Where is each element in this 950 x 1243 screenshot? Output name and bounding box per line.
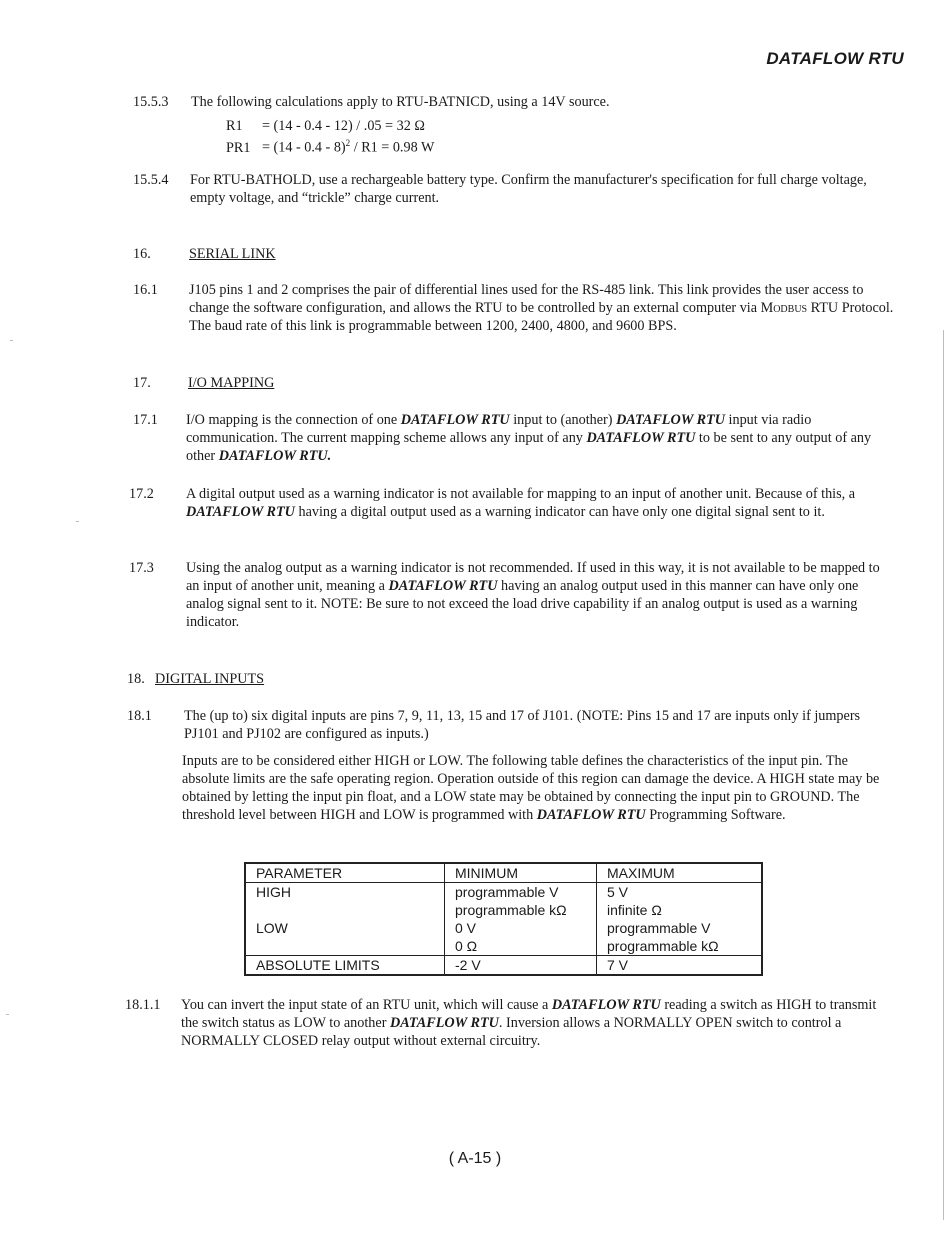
table-header-cell: MINIMUM <box>445 863 597 883</box>
table-header-cell: MAXIMUM <box>597 863 763 883</box>
table-cell: programmable kΩ <box>597 937 763 956</box>
table-row <box>245 883 762 902</box>
page-header-title: DATAFLOW RTU <box>766 49 904 68</box>
section-text: The (up to) six digital inputs are pins 7, 9, 11, 13, 15 and 17 of J101. (NOTE: Pins 15 and 17 are inputs only if jumpers PJ101 and PJ102 are configured as inputs.) <box>184 708 861 742</box>
table-cell: infinite Ω <box>597 901 763 919</box>
section-text <box>186 485 892 521</box>
section-title: I/O MAPPING <box>188 375 275 391</box>
equation-exponent: 2 <box>345 138 351 148</box>
table-row <box>245 956 762 976</box>
text-run: having a digital output used as a warning indicator can have only one digital signal sent to it. <box>294 504 825 520</box>
table-cell: programmable V <box>597 919 763 937</box>
section-number: 17.1 <box>133 412 158 428</box>
section-number: 17. <box>133 375 151 391</box>
digital-input-characteristics-table <box>244 862 763 976</box>
table-cell: programmable V <box>445 883 597 902</box>
brand-name: DATAFLOW RTU <box>536 807 646 823</box>
equation-lhs: R1 <box>226 118 243 134</box>
brand-name: DATAFLOW RTU <box>388 578 498 594</box>
page-number: ( A-15 ) <box>448 1150 502 1167</box>
section-title: SERIAL LINK <box>189 246 276 262</box>
section-text <box>189 281 895 335</box>
section-number: 18.1 <box>127 708 152 724</box>
brand-name: DATAFLOW RTU <box>551 997 661 1013</box>
table-cell: -2 V <box>445 956 597 976</box>
text-run: input to (another) <box>509 412 617 428</box>
brand-name: DATAFLOW RTU <box>186 504 295 520</box>
table-header-cell: PARAMETER <box>245 863 445 883</box>
text-run: A digital output used as a warning indicator is not available for mapping to an input of another unit. Because of this, a <box>186 486 856 502</box>
equation-pr1 <box>226 134 434 157</box>
section-number: 17.2 <box>129 486 154 502</box>
text-run: . Inversion allows a NORMALLY OPEN switch to control a NORMALLY CLOSED relay output without external circuitry. <box>181 1015 842 1049</box>
table-cell: ABSOLUTE LIMITS <box>245 956 445 976</box>
text-run: having an analog output used in this manner can have only one analog signal sent to it. NOTE: Be sure to not exceed the load drive capability if an analog output is used as a warning indicator. <box>186 578 859 630</box>
text-run: Inputs are to be considered either HIGH or LOW. The following table defines the characteristics of the input pin. The absolute limits are the safe operating region. Operation outside of this region can damage the device. A HIGH state may be obtained by letting the input pin float, and a LOW state may be obtained by connecting the input pin to GROUND. The threshold level between HIGH and LOW is programmed with <box>182 753 880 823</box>
scan-speck <box>76 521 79 522</box>
table-row <box>245 901 762 919</box>
table-cell: 7 V <box>597 956 763 976</box>
table-cell <box>245 901 445 919</box>
scan-speck <box>10 340 13 341</box>
section-number: 16.1 <box>133 282 158 298</box>
section-text: For RTU-BATHOLD, use a rechargeable battery type. Confirm the manufacturer's specification for full charge voltage, empty voltage, and “trickle” charge current. <box>190 172 867 206</box>
scan-edge-line <box>943 330 944 1220</box>
brand-name: DATAFLOW RTU. <box>218 448 332 464</box>
text-run: reading a switch as HIGH to transmit the switch status as LOW to another <box>181 997 877 1031</box>
table-row <box>245 937 762 956</box>
section-number: 17.3 <box>129 560 154 576</box>
text-run: You can invert the input state of an RTU unit, which will cause a <box>181 997 552 1013</box>
section-number: 18. <box>127 671 145 687</box>
text-run: to be sent to any output of any other <box>186 430 872 464</box>
section-text-2 <box>182 752 888 824</box>
table-cell: LOW <box>245 919 445 937</box>
table-cell: programmable kΩ <box>445 901 597 919</box>
brand-name: DATAFLOW RTU <box>586 430 696 446</box>
section-text <box>186 559 892 631</box>
table-cell <box>245 937 445 956</box>
text-run: Programming Software. <box>645 807 786 823</box>
section-text <box>186 411 892 465</box>
text-run: Using the analog output as a warning indicator is not recommended. If used in this way, it is not available to be mapped to an input of another unit, meaning a <box>186 560 880 594</box>
table-cell: 0 V <box>445 919 597 937</box>
equation-rhs-b: / R1 = 0.98 W <box>350 139 435 156</box>
table-cell: 5 V <box>597 883 763 902</box>
table-cell: HIGH <box>245 883 445 902</box>
section-number: 18.1.1 <box>125 997 161 1013</box>
section-number: 16. <box>133 246 151 262</box>
text-run: J105 pins 1 and 2 comprises the pair of differential lines used for the RS-485 link. This link provides the user access to change the software configuration, and allows the RTU to be controlled by an external computer via <box>189 282 864 316</box>
text-run: RTU Protocol. The baud rate of this link is programmable between 1200, 2400, 4800, and 9600 BPS. <box>189 300 894 334</box>
section-number: 15.5.4 <box>133 172 169 188</box>
table-cell: 0 Ω <box>445 937 597 956</box>
section-title: DIGITAL INPUTS <box>155 671 265 687</box>
table-row <box>245 919 762 937</box>
brand-name: DATAFLOW RTU <box>389 1015 499 1031</box>
scan-speck <box>6 1014 9 1015</box>
equation-lhs: PR1 <box>226 139 251 156</box>
equation-rhs: = (14 - 0.4 - 12) / .05 = 32 Ω <box>262 118 425 134</box>
modbus-term: Modbus <box>760 300 808 316</box>
brand-name: DATAFLOW RTU <box>400 412 510 428</box>
text-run: I/O mapping is the connection of one <box>186 412 401 428</box>
table-header-row <box>245 863 762 883</box>
equation-r1 <box>226 117 425 135</box>
section-text: The following calculations apply to RTU-BATNICD, using a 14V source. <box>191 94 610 110</box>
section-number: 15.5.3 <box>133 94 169 110</box>
section-text <box>181 996 889 1050</box>
brand-name: DATAFLOW RTU <box>616 412 725 428</box>
text-run: input via radio communication. The current mapping scheme allows any input of any <box>186 412 812 446</box>
equation-rhs-a: = (14 - 0.4 - 8) <box>262 139 346 156</box>
